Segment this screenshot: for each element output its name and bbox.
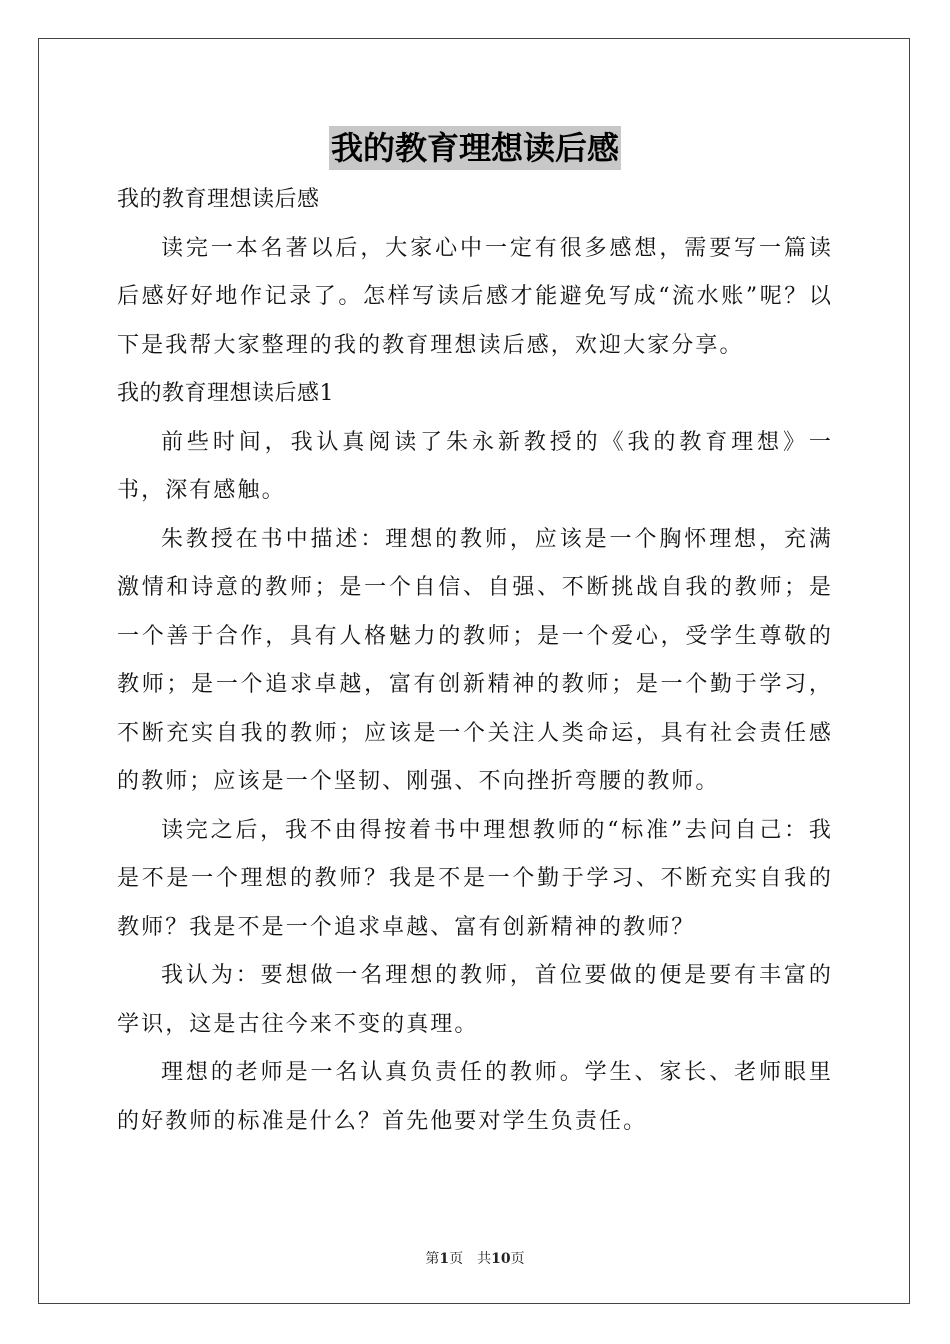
body-paragraph: 我认为：要想做一名理想的教师，首位要做的便是要有丰富的学识，这是古往今来不变的真理。 — [117, 963, 833, 1037]
footer-suffix: 页 — [510, 1251, 525, 1267]
body-paragraph: 读完之后，我不由得按着书中理想教师的“标准”去问自己：我是不是一个理想的教师？我是不是一个勤于学习、不断充实自我的教师？我是不是一个追求卓越、富有创新精神的教师？ — [117, 817, 833, 940]
body-paragraph: 朱教授在书中描述：理想的教师，应该是一个胸怀理想，充满激情和诗意的教师；是一个自信、自强、不断挑战自我的教师；是一个善于合作，具有人格魅力的教师；是一个爱心，受学生尊敬的教师；是一个追求卓越，富有创新精神的教师；是一个勤于学习，不断充实自我的教师；应该是一个关注人类命运，具有社会责任感的教师；应该是一个坚韧、刚强、不向挫折弯腰的教师。 — [117, 526, 833, 794]
current-page-number: 1 — [439, 1251, 450, 1267]
body-paragraph: 理想的老师是一名认真负责任的教师。学生、家长、老师眼里的好教师的标准是什么？首先他要对学生负责任。 — [117, 1060, 833, 1134]
title-container — [0, 126, 950, 170]
document-title: 我的教育理想读后感 — [329, 126, 621, 170]
body-paragraph: 前些时间，我认真阅读了朱永新教授的《我的教育理想》一书，深有感触。 — [117, 429, 833, 503]
subtitle-line: 我的教育理想读后感 — [117, 187, 320, 212]
section-heading: 我的教育理想读后感1 — [117, 381, 334, 406]
footer-middle: 页 共 — [449, 1251, 492, 1267]
intro-paragraph: 读完一本名著以后，大家心中一定有很多感想，需要写一篇读后感好好地作记录了。怎样写读后感才能避免写成“流水账”呢？以下是我帮大家整理的我的教育理想读后感，欢迎大家分享。 — [117, 235, 833, 358]
total-pages-number: 10 — [491, 1251, 511, 1267]
footer-prefix: 第 — [425, 1251, 440, 1267]
page-footer — [0, 1248, 950, 1268]
document-body — [117, 176, 833, 1146]
